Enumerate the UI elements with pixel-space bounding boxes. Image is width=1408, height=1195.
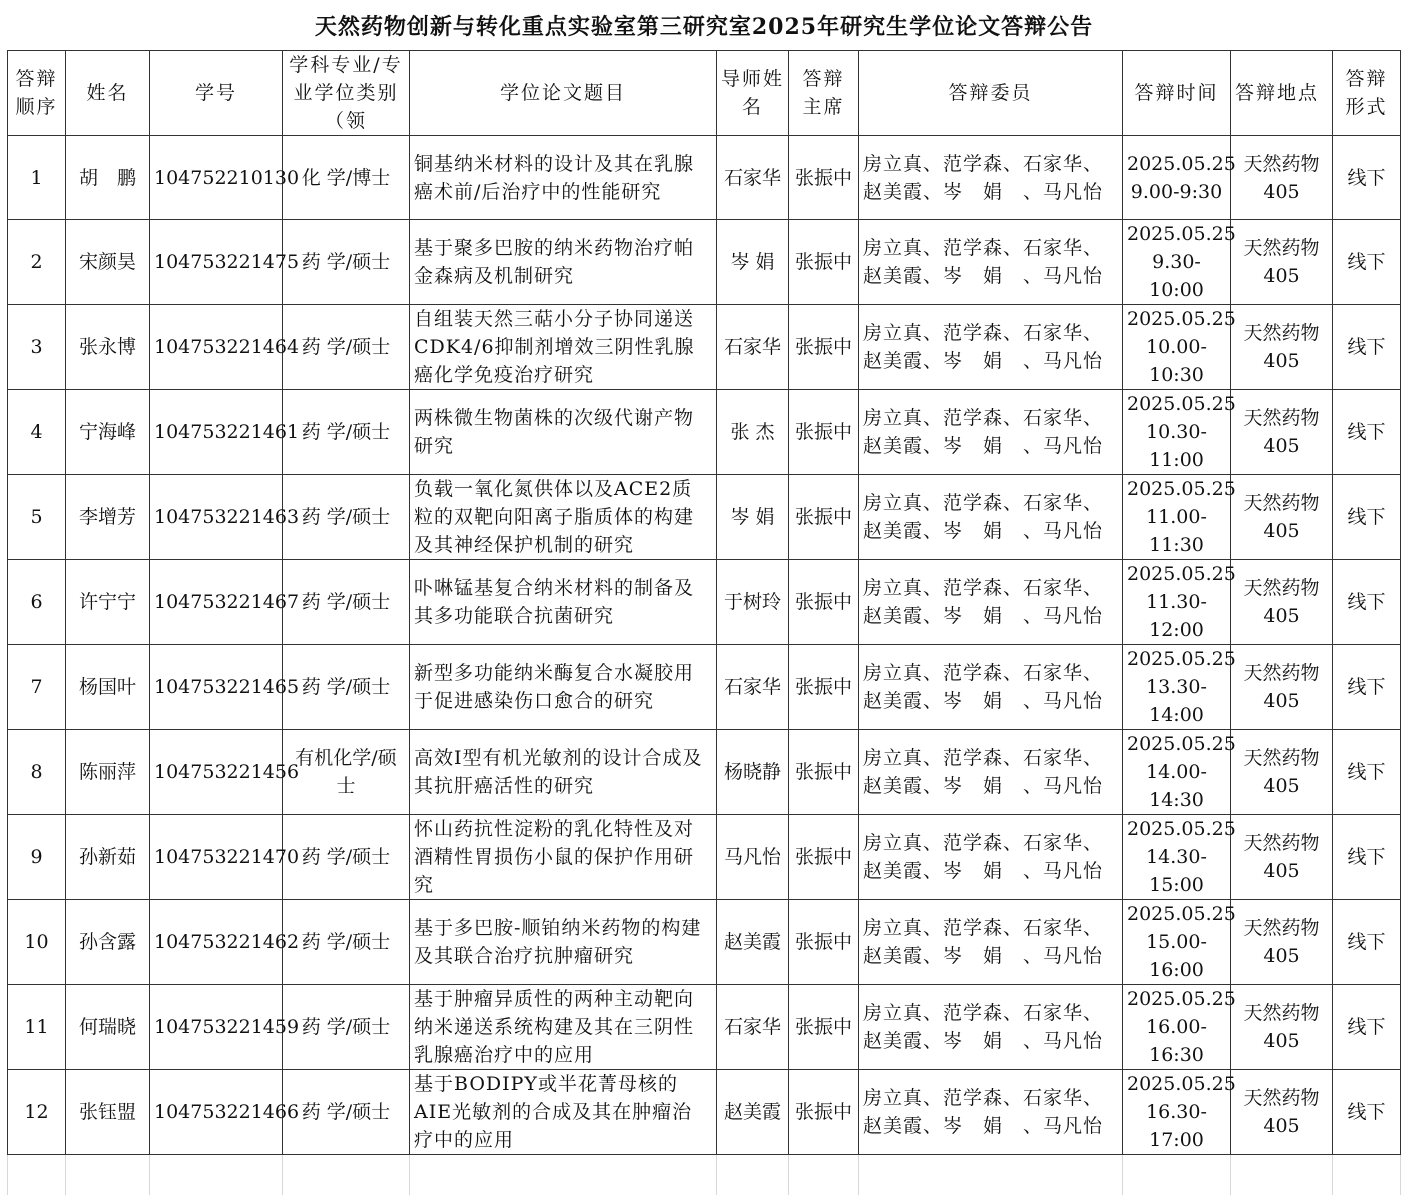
cell-student-id: 104753221465 xyxy=(150,645,283,730)
table-row xyxy=(8,305,1401,390)
empty-cell xyxy=(717,1155,789,1195)
cell-student-id: 104753221464 xyxy=(150,305,283,390)
cell-order: 2 xyxy=(8,220,66,305)
cell-location: 天然药物405 xyxy=(1231,730,1333,815)
cell-chair: 张振中 xyxy=(789,136,859,220)
cell-thesis: 基于聚多巴胺的纳米药物治疗帕金森病及机制研究 xyxy=(410,220,717,305)
cell-advisor: 于树玲 xyxy=(717,560,789,645)
cell-chair: 张振中 xyxy=(789,985,859,1070)
cell-chair: 张振中 xyxy=(789,390,859,475)
page-title: 天然药物创新与转化重点实验室第三研究室2025年研究生学位论文答辩公告 xyxy=(314,14,1094,40)
cell-major: 药 学/硕士 xyxy=(283,1070,410,1155)
cell-committee: 房立真、范学森、石家华、赵美霞、岑 娟 、马凡怡 xyxy=(859,815,1123,900)
cell-location: 天然药物405 xyxy=(1231,136,1333,220)
cell-time: 2025.05.25 9.00-9:30 xyxy=(1123,136,1231,220)
cell-thesis: 基于BODIPY或半花菁母核的AIE光敏剂的合成及其在肿瘤治疗中的应用 xyxy=(410,1070,717,1155)
cell-advisor: 石家华 xyxy=(717,985,789,1070)
empty-cell xyxy=(66,1155,150,1195)
cell-committee: 房立真、范学森、石家华、赵美霞、岑 娟 、马凡怡 xyxy=(859,900,1123,985)
cell-thesis: 两株微生物菌株的次级代谢产物研究 xyxy=(410,390,717,475)
table-row xyxy=(8,815,1401,900)
header-row xyxy=(8,51,1401,136)
cell-chair: 张振中 xyxy=(789,730,859,815)
empty-row xyxy=(8,1155,1401,1195)
cell-thesis: 怀山药抗性淀粉的乳化特性及对酒精性胃损伤小鼠的保护作用研究 xyxy=(410,815,717,900)
empty-cell xyxy=(859,1155,1123,1195)
cell-order: 5 xyxy=(8,475,66,560)
cell-major: 药 学/硕士 xyxy=(283,985,410,1070)
cell-order: 11 xyxy=(8,985,66,1070)
cell-student-id: 104753221470 xyxy=(150,815,283,900)
cell-committee: 房立真、范学森、石家华、赵美霞、岑 娟 、马凡怡 xyxy=(859,136,1123,220)
cell-advisor: 岑 娟 xyxy=(717,220,789,305)
empty-cell xyxy=(8,1155,66,1195)
cell-name: 宋颜昊 xyxy=(66,220,150,305)
cell-committee: 房立真、范学森、石家华、赵美霞、岑 娟 、马凡怡 xyxy=(859,985,1123,1070)
cell-major: 药 学/硕士 xyxy=(283,305,410,390)
table-row xyxy=(8,985,1401,1070)
cell-format: 线下 xyxy=(1333,1070,1401,1155)
cell-thesis: 负载一氧化氮供体以及ACE2质粒的双靶向阳离子脂质体的构建及其神经保护机制的研究 xyxy=(410,475,717,560)
cell-location: 天然药物405 xyxy=(1231,390,1333,475)
table-row xyxy=(8,475,1401,560)
cell-name: 许宁宁 xyxy=(66,560,150,645)
cell-time: 2025.05.25 11.00-11:30 xyxy=(1123,475,1231,560)
empty-cell xyxy=(1123,1155,1231,1195)
cell-location: 天然药物405 xyxy=(1231,900,1333,985)
cell-committee: 房立真、范学森、石家华、赵美霞、岑 娟 、马凡怡 xyxy=(859,220,1123,305)
cell-thesis: 卟啉锰基复合纳米材料的制备及其多功能联合抗菌研究 xyxy=(410,560,717,645)
cell-student-id: 104753221466 xyxy=(150,1070,283,1155)
cell-format: 线下 xyxy=(1333,136,1401,220)
cell-time: 2025.05.25 10.00-10:30 xyxy=(1123,305,1231,390)
empty-cell xyxy=(789,1155,859,1195)
table-row xyxy=(8,136,1401,220)
header-format: 答辩形式 xyxy=(1333,51,1401,136)
cell-major: 药 学/硕士 xyxy=(283,900,410,985)
cell-committee: 房立真、范学森、石家华、赵美霞、岑 娟 、马凡怡 xyxy=(859,475,1123,560)
cell-advisor: 石家华 xyxy=(717,305,789,390)
cell-advisor: 石家华 xyxy=(717,645,789,730)
cell-format: 线下 xyxy=(1333,475,1401,560)
defense-schedule-table xyxy=(7,50,1401,1195)
cell-advisor: 赵美霞 xyxy=(717,900,789,985)
cell-committee: 房立真、范学森、石家华、赵美霞、岑 娟 、马凡怡 xyxy=(859,390,1123,475)
header-committee: 答辩委员 xyxy=(859,51,1123,136)
cell-chair: 张振中 xyxy=(789,475,859,560)
cell-committee: 房立真、范学森、石家华、赵美霞、岑 娟 、马凡怡 xyxy=(859,1070,1123,1155)
cell-order: 7 xyxy=(8,645,66,730)
cell-order: 4 xyxy=(8,390,66,475)
cell-time: 2025.05.25 15.00-16:00 xyxy=(1123,900,1231,985)
table-row xyxy=(8,645,1401,730)
cell-format: 线下 xyxy=(1333,985,1401,1070)
cell-major: 化 学/博士 xyxy=(283,136,410,220)
empty-cell xyxy=(283,1155,410,1195)
header-time: 答辩时间 xyxy=(1123,51,1231,136)
cell-student-id: 104753221462 xyxy=(150,900,283,985)
cell-major: 药 学/硕士 xyxy=(283,560,410,645)
cell-location: 天然药物405 xyxy=(1231,985,1333,1070)
cell-committee: 房立真、范学森、石家华、赵美霞、岑 娟 、马凡怡 xyxy=(859,305,1123,390)
cell-chair: 张振中 xyxy=(789,900,859,985)
cell-student-id: 104753221459 xyxy=(150,985,283,1070)
cell-student-id: 104753221461 xyxy=(150,390,283,475)
cell-order: 6 xyxy=(8,560,66,645)
cell-order: 1 xyxy=(8,136,66,220)
cell-chair: 张振中 xyxy=(789,220,859,305)
cell-name: 李增芳 xyxy=(66,475,150,560)
cell-format: 线下 xyxy=(1333,900,1401,985)
cell-major: 药 学/硕士 xyxy=(283,645,410,730)
cell-name: 张钰盟 xyxy=(66,1070,150,1155)
cell-format: 线下 xyxy=(1333,815,1401,900)
cell-format: 线下 xyxy=(1333,645,1401,730)
cell-name: 胡 鹏 xyxy=(66,136,150,220)
table-row xyxy=(8,220,1401,305)
cell-order: 10 xyxy=(8,900,66,985)
cell-major: 有机化学/硕士 xyxy=(283,730,410,815)
cell-advisor: 岑 娟 xyxy=(717,475,789,560)
cell-name: 张永博 xyxy=(66,305,150,390)
cell-student-id: 104753221475 xyxy=(150,220,283,305)
header-chair: 答辩主席 xyxy=(789,51,859,136)
cell-chair: 张振中 xyxy=(789,815,859,900)
header-thesis: 学位论文题目 xyxy=(410,51,717,136)
cell-advisor: 石家华 xyxy=(717,136,789,220)
cell-location: 天然药物405 xyxy=(1231,560,1333,645)
cell-time: 2025.05.25 14.00-14:30 xyxy=(1123,730,1231,815)
cell-name: 孙含露 xyxy=(66,900,150,985)
cell-name: 何瑞晓 xyxy=(66,985,150,1070)
cell-advisor: 赵美霞 xyxy=(717,1070,789,1155)
header-advisor: 导师姓名 xyxy=(717,51,789,136)
cell-time: 2025.05.25 9.30-10:00 xyxy=(1123,220,1231,305)
cell-format: 线下 xyxy=(1333,730,1401,815)
cell-thesis: 自组装天然三萜小分子协同递送CDK4/6抑制剂增效三阴性乳腺癌化学免疫治疗研究 xyxy=(410,305,717,390)
header-student-id: 学号 xyxy=(150,51,283,136)
cell-name: 杨国叶 xyxy=(66,645,150,730)
cell-thesis: 新型多功能纳米酶复合水凝胶用于促进感染伤口愈合的研究 xyxy=(410,645,717,730)
cell-advisor: 杨晓静 xyxy=(717,730,789,815)
cell-name: 孙新茹 xyxy=(66,815,150,900)
cell-committee: 房立真、范学森、石家华、赵美霞、岑 娟 、马凡怡 xyxy=(859,645,1123,730)
table-row xyxy=(8,390,1401,475)
cell-order: 12 xyxy=(8,1070,66,1155)
cell-thesis: 铜基纳米材料的设计及其在乳腺癌术前/后治疗中的性能研究 xyxy=(410,136,717,220)
cell-major: 药 学/硕士 xyxy=(283,475,410,560)
cell-time: 2025.05.25 11.30-12:00 xyxy=(1123,560,1231,645)
cell-thesis: 基于肿瘤异质性的两种主动靶向纳米递送系统构建及其在三阴性乳腺癌治疗中的应用 xyxy=(410,985,717,1070)
cell-student-id: 104753221467 xyxy=(150,560,283,645)
table-row xyxy=(8,900,1401,985)
table-row xyxy=(8,560,1401,645)
cell-major: 药 学/硕士 xyxy=(283,390,410,475)
cell-chair: 张振中 xyxy=(789,1070,859,1155)
cell-committee: 房立真、范学森、石家华、赵美霞、岑 娟 、马凡怡 xyxy=(859,560,1123,645)
cell-advisor: 张 杰 xyxy=(717,390,789,475)
empty-cell xyxy=(1333,1155,1401,1195)
cell-chair: 张振中 xyxy=(789,305,859,390)
empty-cell xyxy=(410,1155,717,1195)
cell-thesis: 基于多巴胺-顺铂纳米药物的构建及其联合治疗抗肿瘤研究 xyxy=(410,900,717,985)
cell-time: 2025.05.25 14.30-15:00 xyxy=(1123,815,1231,900)
cell-chair: 张振中 xyxy=(789,560,859,645)
table-row xyxy=(8,730,1401,815)
header-major: 学科专业/专业学位类别（领 xyxy=(283,51,410,136)
cell-student-id: 104753221456 xyxy=(150,730,283,815)
cell-order: 3 xyxy=(8,305,66,390)
cell-format: 线下 xyxy=(1333,305,1401,390)
cell-time: 2025.05.25 16.00-16:30 xyxy=(1123,985,1231,1070)
cell-major: 药 学/硕士 xyxy=(283,815,410,900)
table-row xyxy=(8,1070,1401,1155)
header-location: 答辩地点 xyxy=(1231,51,1333,136)
cell-format: 线下 xyxy=(1333,220,1401,305)
cell-time: 2025.05.25 10.30-11:00 xyxy=(1123,390,1231,475)
cell-time: 2025.05.25 16.30-17:00 xyxy=(1123,1070,1231,1155)
empty-cell xyxy=(150,1155,283,1195)
cell-name: 陈丽萍 xyxy=(66,730,150,815)
cell-format: 线下 xyxy=(1333,390,1401,475)
cell-order: 9 xyxy=(8,815,66,900)
cell-thesis: 高效I型有机光敏剂的设计合成及其抗肝癌活性的研究 xyxy=(410,730,717,815)
cell-chair: 张振中 xyxy=(789,645,859,730)
header-order: 答辩顺序 xyxy=(8,51,66,136)
cell-location: 天然药物405 xyxy=(1231,1070,1333,1155)
header-name: 姓名 xyxy=(66,51,150,136)
cell-location: 天然药物405 xyxy=(1231,220,1333,305)
cell-location: 天然药物405 xyxy=(1231,475,1333,560)
cell-student-id: 104752210130 xyxy=(150,136,283,220)
cell-name: 宁海峰 xyxy=(66,390,150,475)
cell-advisor: 马凡怡 xyxy=(717,815,789,900)
cell-student-id: 104753221463 xyxy=(150,475,283,560)
cell-order: 8 xyxy=(8,730,66,815)
empty-cell xyxy=(1231,1155,1333,1195)
cell-location: 天然药物405 xyxy=(1231,305,1333,390)
cell-location: 天然药物405 xyxy=(1231,645,1333,730)
cell-committee: 房立真、范学森、石家华、赵美霞、岑 娟 、马凡怡 xyxy=(859,730,1123,815)
cell-major: 药 学/硕士 xyxy=(283,220,410,305)
cell-format: 线下 xyxy=(1333,560,1401,645)
cell-time: 2025.05.25 13.30-14:00 xyxy=(1123,645,1231,730)
cell-location: 天然药物405 xyxy=(1231,815,1333,900)
